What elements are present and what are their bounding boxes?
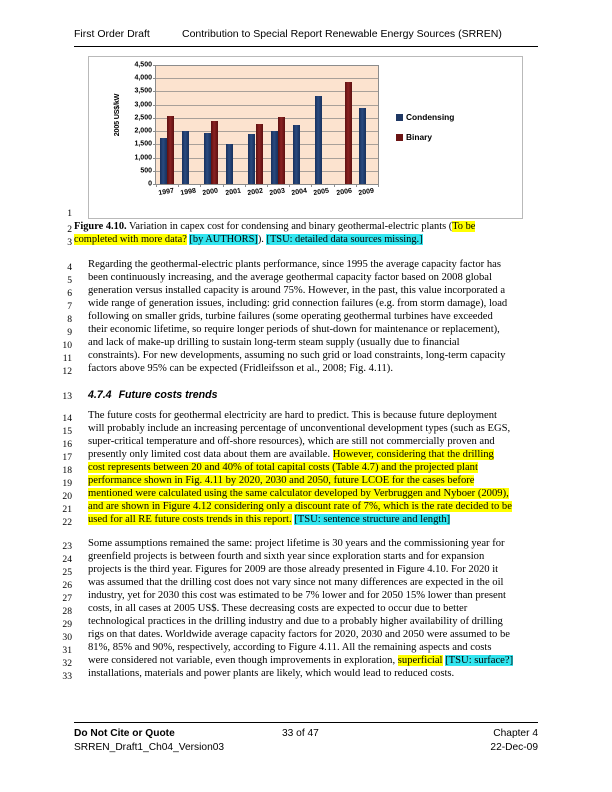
- line-number: 13: [62, 391, 72, 402]
- chart-bar: [256, 124, 263, 184]
- section-heading-4-7-4: [88, 389, 217, 401]
- line-number: 5: [67, 275, 72, 286]
- header-divider: [74, 46, 538, 47]
- chart-bar: [278, 117, 285, 184]
- paragraph-2-line: super-critical temperature and off-shore resources), which are still not commercially proven and: [88, 436, 495, 447]
- chart-x-tick-mark: [356, 184, 357, 187]
- chart-x-tick-label: 1998: [180, 187, 197, 197]
- figure-4-10-chart: [88, 56, 523, 219]
- line-number: 24: [62, 554, 72, 565]
- chart-plot-right-edge: [378, 65, 379, 184]
- chart-bar: [315, 96, 322, 184]
- paragraph-3-line: technological practices in the drilling industry and due to a probably higher availability of drilling: [88, 616, 503, 627]
- chart-plot-area: [134, 61, 378, 197]
- paragraph-3-line: costs, in all cases at 2005 US$. These decreasing costs are expected to occur due to better: [88, 603, 468, 614]
- chart-bar: [345, 82, 352, 184]
- footer-chapter: Chapter 4: [493, 728, 538, 739]
- line-number: 25: [62, 567, 72, 578]
- line-number: 29: [62, 619, 72, 630]
- line-number: 26: [62, 580, 72, 591]
- paragraph-1-line: factors above 95% can be expected (Fridleifsson et al., 2008; Fig. 4.11).: [88, 363, 393, 374]
- line-number: 20: [62, 491, 72, 502]
- chart-bar: [167, 116, 174, 184]
- header-report-title: Contribution to Special Report Renewable Energy Sources (SRREN): [182, 28, 502, 40]
- chart-y-axis-title: 2005 US$/kW: [112, 93, 121, 137]
- chart-y-tick-label: 1,000: [134, 154, 152, 162]
- paragraph-2-line: will probably include an increasing percentage of unconventional development types (such as EGS,: [88, 423, 511, 434]
- line-number: 9: [67, 327, 72, 338]
- line-number: 21: [62, 504, 72, 515]
- line-number: 16: [62, 439, 72, 450]
- chart-x-tick-mark: [223, 184, 224, 187]
- paragraph-2-line: cost represents between 20 and 40% of total capital costs (Table 4.7) and the projected plant: [88, 462, 478, 473]
- chart-category-group: [245, 65, 267, 197]
- line-number: 8: [67, 314, 72, 325]
- paragraph-2-line: used for all RE future costs trends in this report. [TSU: sentence structure and length]: [88, 514, 451, 525]
- paragraph-2-line: presently only limited cost data about them are available. However, considering that the drilling: [88, 449, 494, 460]
- page-footer: [74, 728, 538, 756]
- paragraph-3-line: installations, materials and power plants are likely, which would lead to reduced costs.: [88, 668, 455, 679]
- paragraph-3-line: was assumed that the drilling cost does not vary since not many differences are expected in the oil: [88, 577, 504, 588]
- chart-y-tick-label: 0: [148, 180, 152, 188]
- line-number: 32: [62, 658, 72, 669]
- chart-x-tick-label: 2004: [291, 187, 308, 197]
- chart-plot-top-edge: [156, 65, 378, 66]
- chart-x-tick-label: 2001: [224, 187, 242, 197]
- paragraph-3-line: 81%, 85% and 90%, respectively, according to Figure 4.11. All the remaining aspects and costs: [88, 642, 492, 653]
- chart-x-tick-label: 2000: [202, 187, 219, 197]
- figure-caption-line-1: Figure 4.10. Variation in capex cost for condensing and binary geothermal-electric plants (To be: [74, 221, 476, 232]
- chart-y-tick-label: 2,000: [134, 127, 152, 135]
- footer-filename: SRREN_Draft1_Ch04_Version03: [74, 742, 225, 753]
- chart-x-tick-mark: [311, 184, 312, 187]
- chart-legend-swatch: [396, 114, 403, 121]
- line-number: 30: [62, 632, 72, 643]
- chart-legend-swatch: [396, 134, 403, 141]
- line-number: 28: [62, 606, 72, 617]
- page-header: [74, 28, 538, 40]
- footer-row-bottom: [74, 742, 538, 756]
- paragraph-1-line: generation versus installed capacity is around 75%. However, in the past, this value incorporated a: [88, 285, 506, 296]
- line-number: 31: [62, 645, 72, 656]
- chart-bar: [226, 144, 233, 184]
- chart-x-tick-label: 2003: [269, 187, 286, 197]
- chart-bar: [359, 108, 366, 184]
- paragraph-1-line: been continuously increasing, and the average geothermal capacity factor based on 2008 global: [88, 272, 492, 283]
- chart-x-tick-label: 2002: [246, 187, 264, 197]
- chart-category-group: [356, 65, 378, 197]
- chart-x-tick-mark: [289, 184, 290, 187]
- chart-x-tick-mark: [334, 184, 335, 187]
- line-number: 6: [67, 288, 72, 299]
- figure-caption-line-2: completed with more data? [by AUTHORS]). [TSU: detailed data sources missing.]: [74, 234, 423, 245]
- line-number: 23: [62, 541, 72, 552]
- chart-inner: [89, 57, 522, 218]
- chart-legend-item: [396, 112, 454, 122]
- paragraph-1-line: their economic lifetime, so require longer periods of shut-down for maintenance or replacement),: [88, 324, 500, 335]
- line-number: 17: [62, 452, 72, 463]
- paragraph-1-line: wide range of generation issues, including: grid connection failures (e.g. from storm damage), load: [88, 298, 508, 309]
- chart-category-group: [178, 65, 200, 197]
- line-number: 11: [62, 353, 72, 364]
- line-number: 4: [67, 262, 72, 273]
- paragraph-3-line: projects is the third year. Figures for 2009 are those already presented in Figure 4.10. For 2020 it: [88, 564, 499, 575]
- line-number: 22: [62, 517, 72, 528]
- chart-x-tick-mark: [378, 184, 379, 187]
- footer-date: 22-Dec-09: [490, 742, 538, 753]
- chart-legend-item: [396, 132, 454, 142]
- chart-category-group: [156, 65, 178, 197]
- chart-legend-label: Condensing: [406, 112, 455, 122]
- paragraph-3-line: greenfield projects is between fourth and sixth year since exploration starts and for expansion: [88, 551, 485, 562]
- chart-y-tick-label: 3,500: [134, 87, 152, 95]
- footer-do-not-cite: Do Not Cite or Quote: [74, 728, 175, 739]
- paragraph-2-line: performance shown in Fig. 4.11 by 2020, 2030 and 2050, future LCOE for the cases before: [88, 475, 475, 486]
- chart-y-tick-label: 2,500: [134, 114, 152, 122]
- chart-category-group: [223, 65, 245, 197]
- chart-y-tick-label: 500: [140, 167, 152, 175]
- chart-category-group: [267, 65, 289, 197]
- chart-x-tick-mark: [245, 184, 246, 187]
- chart-x-tick-label: 1997: [158, 187, 175, 197]
- line-number: 1: [67, 208, 72, 219]
- paragraph-1-line: following on smaller grids, turbine failures (some operating geothermal turbines have exceeded: [88, 311, 493, 322]
- line-number: 3: [67, 237, 72, 248]
- chart-x-tick-mark: [200, 184, 201, 187]
- chart-category-group: [200, 65, 222, 197]
- chart-category-group: [289, 65, 311, 197]
- paragraph-1-line: constraints). For new developments, assuming no such grid or load constraints, long-term capacity: [88, 350, 506, 361]
- chart-x-tick-label: 2009: [357, 187, 375, 197]
- chart-y-tick-label: 1,500: [134, 140, 152, 148]
- header-draft-label: First Order Draft: [74, 28, 150, 40]
- chart-y-tick-label: 4,500: [134, 61, 152, 69]
- paragraph-3-line: were considered not variable, even though improvements in exploration, superficial [TSU: surface?]: [88, 655, 514, 666]
- chart-bar: [293, 125, 300, 184]
- line-number: 19: [62, 478, 72, 489]
- paragraph-1-line: Regarding the geothermal-electric plants performance, since 1995 the average capacity factor has: [88, 259, 501, 270]
- chart-legend-label: Binary: [406, 132, 433, 142]
- line-number: 33: [62, 671, 72, 682]
- chart-x-tick-mark: [178, 184, 179, 187]
- footer-row-top: [74, 728, 538, 742]
- chart-x-tick-label: 2005: [313, 187, 330, 197]
- chart-bar: [211, 121, 218, 184]
- footer-page-number: 33 of 47: [282, 728, 319, 739]
- chart-y-tick-label: 3,000: [134, 101, 152, 109]
- chart-bar: [204, 133, 211, 184]
- chart-x-tick-mark: [156, 184, 157, 187]
- chart-bar: [248, 134, 255, 184]
- chart-category-group: [311, 65, 333, 197]
- chart-bar: [160, 138, 167, 184]
- paragraph-3-line: industry, yet for 2030 this cost was estimated to be 7% lower and for 2050 15% lower than present: [88, 590, 506, 601]
- section-number: 4.7.4: [88, 389, 112, 401]
- paragraph-3-line: Some assumptions remained the same: project lifetime is 30 years and the commissioning year for: [88, 538, 505, 549]
- chart-category-group: [334, 65, 356, 197]
- line-number: 2: [67, 224, 72, 235]
- line-number: 10: [62, 340, 72, 351]
- line-number: 7: [67, 301, 72, 312]
- paragraph-2-line: The future costs for geothermal electricity are hard to predict. This is because future deployment: [88, 410, 497, 421]
- line-number: 27: [62, 593, 72, 604]
- footer-divider: [74, 722, 538, 723]
- paragraph-3-line: rigs on that dates. Worldwide average capacity factors for 2020, 2030 and 2050 were assumed to be: [88, 629, 510, 640]
- line-number: 12: [62, 366, 72, 377]
- line-number: 14: [62, 413, 72, 424]
- paragraph-2-line: mentioned were calculated using the same calculator developed by Verbruggen and Nyboer (2009),: [88, 488, 509, 499]
- chart-bar: [271, 131, 278, 184]
- chart-x-tick-mark: [267, 184, 268, 187]
- paragraph-1-line: and lack of make-up drilling to sustain long-term steam supply (usually due to financial: [88, 337, 460, 348]
- line-number: 18: [62, 465, 72, 476]
- chart-bar: [182, 131, 189, 184]
- chart-y-tick-label: 4,000: [134, 74, 152, 82]
- chart-x-tick-label: 2006: [335, 187, 353, 197]
- section-title: Future costs trends: [118, 389, 218, 401]
- paragraph-2-line: and are shown in Figure 4.12 considering only a discount rate of 7%, which is the rate decided to be: [88, 501, 512, 512]
- line-number: 15: [62, 426, 72, 437]
- chart-legend: [396, 112, 454, 152]
